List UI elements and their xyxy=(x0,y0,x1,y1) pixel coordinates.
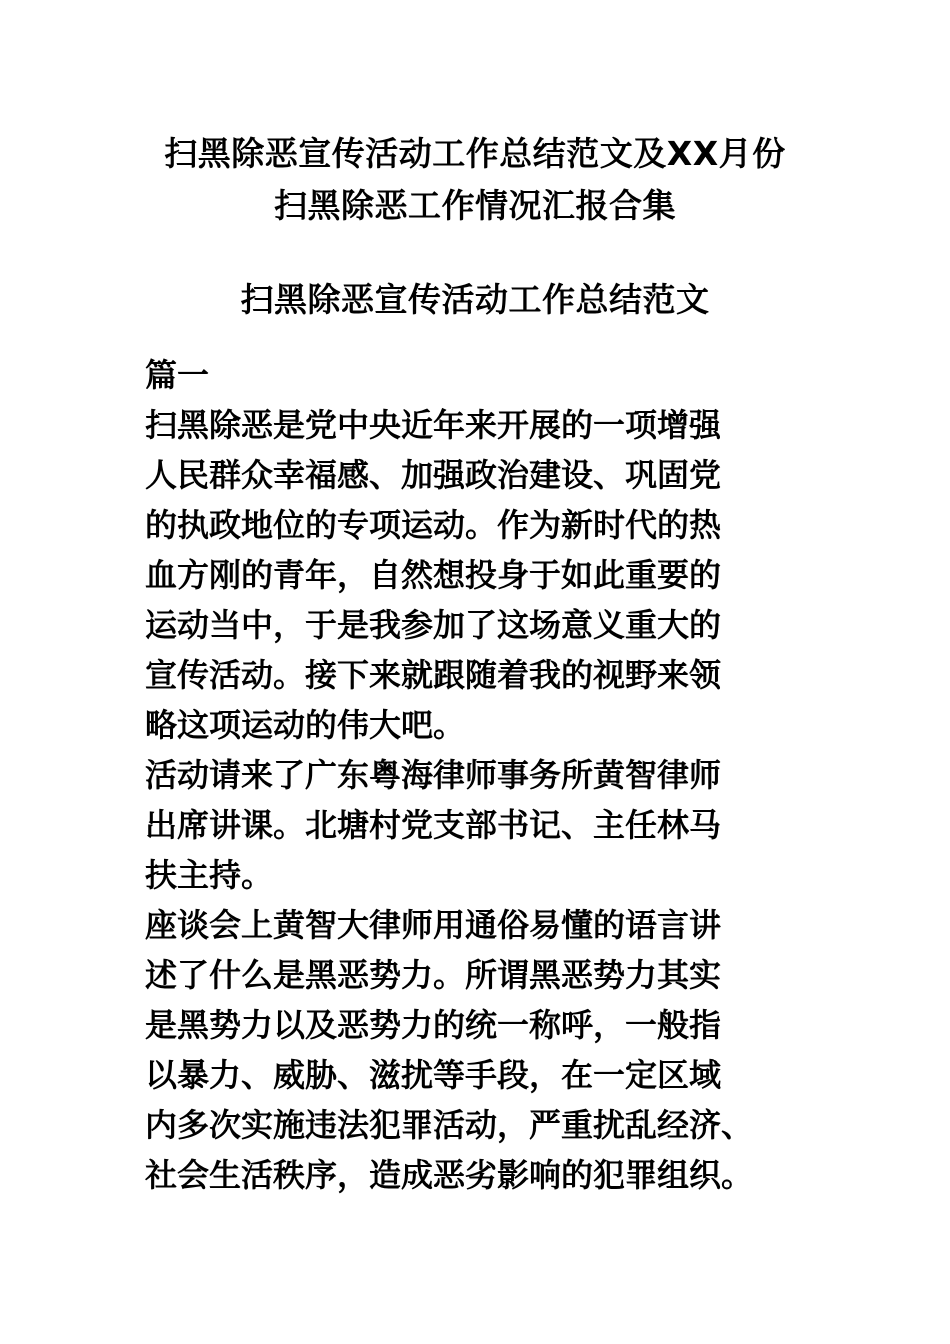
document-body xyxy=(145,350,825,1200)
body-line: 出席讲课。北塘村党支部书记、主任林马 xyxy=(145,806,722,844)
document-title-line-2: 扫黑除恶工作情况汇报合集 xyxy=(274,186,676,225)
body-line: 略这项运动的伟大吧。 xyxy=(145,706,466,744)
body-line: 宣传活动。接下来就跟随着我的视野来领 xyxy=(145,656,722,694)
section-title: 扫黑除恶宣传活动工作总结范文 xyxy=(240,280,710,319)
body-line: 是黑势力以及恶势力的统一称呼，一般指 xyxy=(145,1006,722,1044)
body-line: 运动当中，于是我参加了这场意义重大的 xyxy=(145,606,722,644)
body-line: 扶主持。 xyxy=(145,856,274,894)
body-line: 述了什么是黑恶势力。所谓黑恶势力其实 xyxy=(145,956,722,994)
body-line: 扫黑除恶是党中央近年来开展的一项增强 xyxy=(145,406,722,444)
body-line: 内多次实施违法犯罪活动，严重扰乱经济、 xyxy=(145,1106,754,1144)
document-title xyxy=(100,128,850,232)
body-line: 血方刚的青年，自然想投身于如此重要的 xyxy=(145,556,722,594)
body-line: 人民群众幸福感、加强政治建设、巩固党 xyxy=(145,456,722,494)
body-line: 的执政地位的专项运动。作为新时代的热 xyxy=(145,506,722,544)
body-line: 社会生活秩序，造成恶劣影响的犯罪组织。 xyxy=(145,1156,754,1194)
document-title-line-1: 扫黑除恶宣传活动工作总结范文及XX月份 xyxy=(164,134,786,173)
part-label: 篇一 xyxy=(145,356,210,394)
body-line: 活动请来了广东粤海律师事务所黄智律师 xyxy=(145,756,722,794)
body-line: 以暴力、威胁、滋扰等手段，在一定区域 xyxy=(145,1056,722,1094)
body-line: 座谈会上黄智大律师用通俗易懂的语言讲 xyxy=(145,906,722,944)
